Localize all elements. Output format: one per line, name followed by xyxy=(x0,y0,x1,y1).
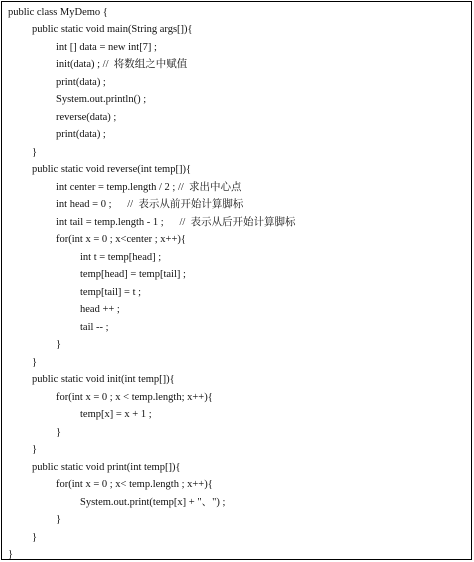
code-line: } xyxy=(56,339,62,351)
code-line: } xyxy=(32,356,38,368)
code-line: System.out.print(temp[x] + "、") ; xyxy=(80,496,226,508)
code-line: public static void init(int temp[]){ xyxy=(32,374,175,386)
code-line: } xyxy=(8,549,14,560)
code-line: public class MyDemo { xyxy=(8,7,108,18)
code-line: int [] data = new int[7] ; xyxy=(56,41,157,53)
code-line: public static void reverse(int temp[]){ xyxy=(32,164,191,176)
code-line: System.out.println() ; xyxy=(56,94,147,106)
code-line: print(data) ; xyxy=(56,76,106,88)
code-line: public static void main(String args[]){ xyxy=(32,24,193,36)
code-line: int tail = temp.length - 1 ; // 表示从后开始计算脚标 xyxy=(56,216,296,228)
code-line: } xyxy=(32,146,38,158)
code-line: } xyxy=(56,426,62,438)
code-line: tail -- ; xyxy=(80,321,109,333)
code-line: print(data) ; xyxy=(56,129,106,141)
code-line: } xyxy=(32,531,38,543)
code-line: temp[tail] = t ; xyxy=(80,286,142,298)
code-listing xyxy=(2,2,471,559)
code-listing-frame xyxy=(1,1,472,560)
code-line: init(data) ; // 将数组之中赋值 xyxy=(56,59,188,71)
code-line: int head = 0 ; // 表示从前开始计算脚标 xyxy=(56,199,244,211)
code-line: } xyxy=(32,444,38,456)
code-line: for(int x = 0 ; x< temp.length ; x++){ xyxy=(56,479,213,491)
code-line: int center = temp.length / 2 ; // 求出中心点 xyxy=(56,181,242,193)
code-line: head ++ ; xyxy=(80,304,120,316)
code-line: temp[x] = x + 1 ; xyxy=(80,409,152,421)
code-line: for(int x = 0 ; x < temp.length; x++){ xyxy=(56,391,213,403)
code-line: int t = temp[head] ; xyxy=(80,251,162,263)
code-line: for(int x = 0 ; x<center ; x++){ xyxy=(56,234,186,246)
code-line: } xyxy=(56,514,62,526)
code-line: temp[head] = temp[tail] ; xyxy=(80,269,186,281)
code-line: public static void print(int temp[]){ xyxy=(32,461,181,473)
code-line: reverse(data) ; xyxy=(56,111,117,123)
